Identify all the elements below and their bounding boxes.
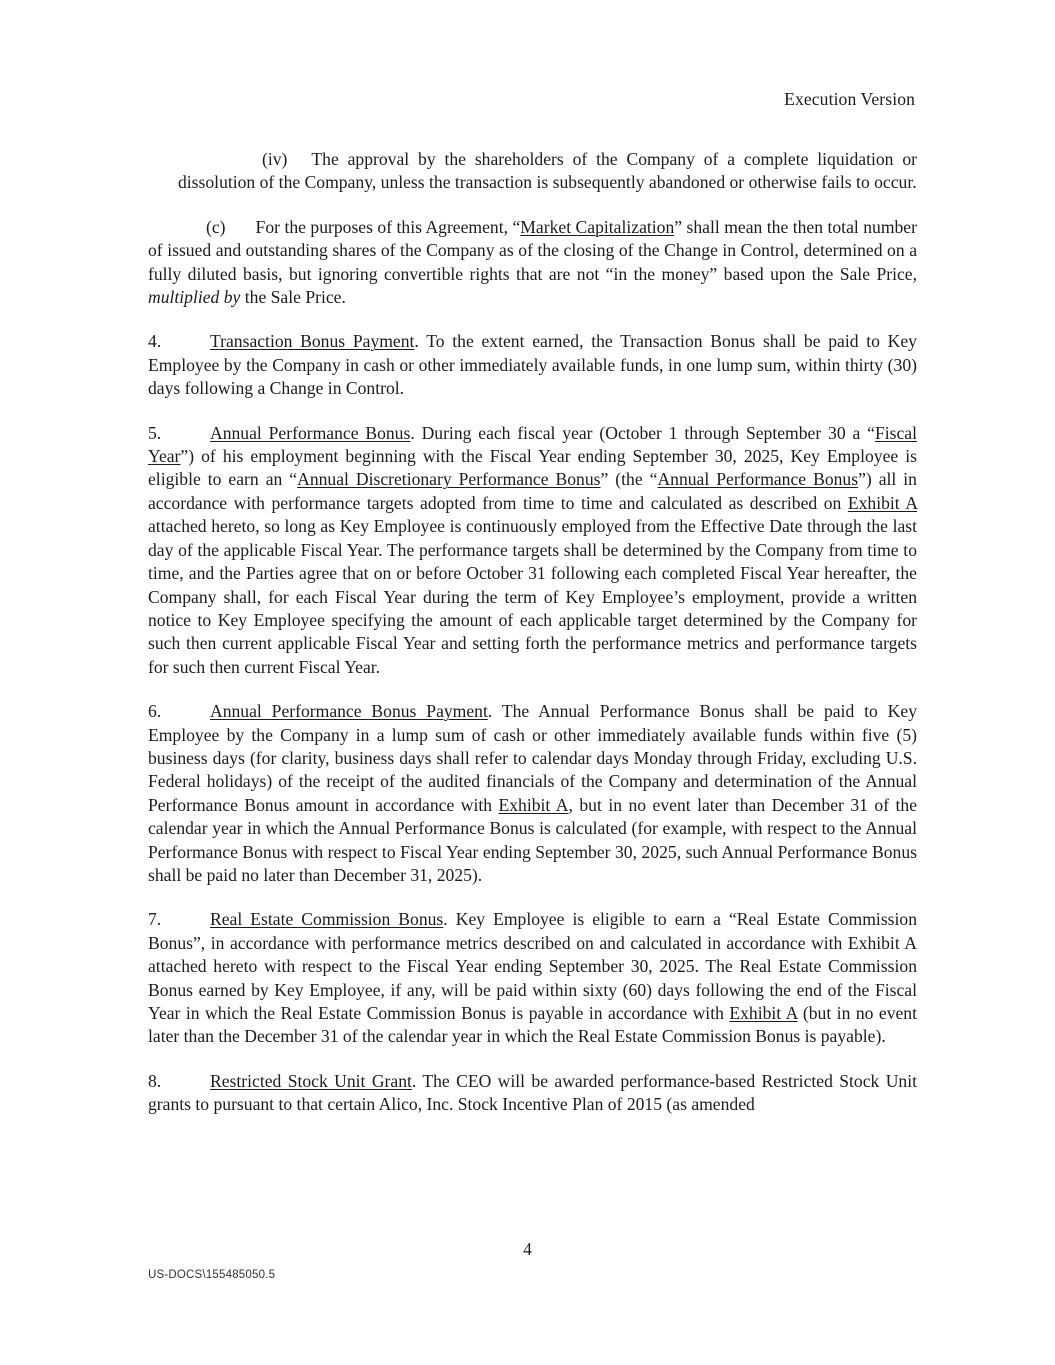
paragraph-c [148, 216, 917, 310]
section-5-number: 5. [148, 422, 162, 443]
document-body [148, 148, 917, 1138]
paragraph-c-label: (c) [206, 216, 226, 237]
section-5-text-1: . During each fiscal year (October 1 through September 30 a “ [410, 422, 875, 443]
section-4-number: 4. [148, 331, 162, 352]
section-5-text-3: ” (the “ [600, 469, 658, 490]
section-5-text-2: ”) of his employment beginning with the Fiscal Year ending September 30, 2025, Key Employee is eligible to earn an “ [148, 446, 917, 490]
page-number: 4 [523, 1239, 532, 1259]
section-7-heading: Real Estate Commission Bonus [210, 909, 444, 930]
annual-performance-bonus-term: Annual Performance Bonus [657, 469, 859, 490]
exhibit-a-reference[interactable]: Exhibit A [847, 492, 917, 513]
section-5-text-4: ”) all in accordance with performance targets adopted from time to time and calculated as described on [148, 469, 917, 513]
paragraph-iv [148, 148, 917, 195]
section-4-heading: Transaction Bonus Payment [210, 331, 415, 352]
section-5-text-5: attached hereto, so long as Key Employee is continuously employed from the Effective Date through the last day of the applicable Fiscal Year. The performance targets shall be determined by the Company from time to time, and the Parties agree that on or before October 31 following each completed Fiscal Year hereafter, the Company shall, for each Fiscal Year during the term of Key Employee’s employment, provide a written notice to Key Employee specifying the amount of each applicable target determined by the Company for such then current applicable Fiscal Year and setting forth the performance metrics and performance targets for such then current Fiscal Year. [148, 516, 917, 677]
section-5-heading: Annual Performance Bonus [210, 422, 411, 443]
paragraph-c-text-3: the Sale Price. [240, 287, 346, 308]
section-6-text-2: , but in no event later than December 31 of the calendar year in which the Annual Performance Bonus is calculated (for example, with respect to the Annual Performance Bonus with respect to Fiscal Year ending September 30, 2025, such Annual Performance Bonus shall be paid no later than December 31, 2025). [148, 794, 918, 885]
section-4-text: . To the extent earned, the Transaction Bonus shall be paid to Key Employee by the Company in cash or other immediately available funds, in one lump sum, within thirty (30) days following a Change in Control. [148, 331, 917, 399]
paragraph-c-text-1: For the purposes of this Agreement, “ [255, 216, 521, 237]
fiscal-year-term: Fiscal Year [148, 422, 917, 467]
section-7-text-1: . Key Employee is eligible to earn a “Real Estate Commission Bonus”, in accordance with performance metrics described on and calculated in accordance with Exhibit A attached hereto with respect to the Fiscal Year ending September 30, 2025. The Real Estate Commission Bonus earned by Key Employee, if any, will be paid within sixty (60) days following the end of the Fiscal Year in which the Real Estate Commission Bonus is payable in accordance with [148, 909, 917, 1023]
market-capitalization-term: Market Capitalization [520, 216, 675, 237]
section-6-heading: Annual Performance Bonus Payment [210, 701, 488, 722]
section-8-text: . The CEO will be awarded performance-based Restricted Stock Unit grants to pursuant to that certain Alico, Inc. Stock Incentive Plan of 2015 (as amended [148, 1070, 917, 1115]
section-8 [148, 1070, 917, 1117]
multiplied-by-emphasis: multiplied by [148, 287, 241, 308]
section-8-number: 8. [148, 1070, 162, 1091]
section-7-text-2: (but in no event later than the December 31 of the calendar year in which the Real Estate Commission Bonus is payable). [148, 1003, 917, 1047]
section-4 [148, 330, 917, 400]
header-version-label: Execution Version [784, 89, 915, 109]
annual-discretionary-performance-bonus-term: Annual Discretionary Performance Bonus [297, 469, 601, 490]
section-6 [148, 700, 917, 887]
section-7-number: 7. [148, 909, 162, 930]
paragraph-c-text-2: ” shall mean the then total number of issued and outstanding shares of the Company as of the closing of the Change in Control, determined on a fully diluted basis, but ignoring convertible rights that are not “in the money” based upon the Sale Price, [148, 216, 917, 284]
exhibit-a-reference[interactable]: Exhibit A [729, 1003, 798, 1023]
section-8-heading: Restricted Stock Unit Grant [210, 1070, 412, 1091]
section-6-text-1: . The Annual Performance Bonus shall be paid to Key Employee by the Company in a lump sum of cash or other immediately available funds within five (5) business days (for clarity, business days shall refer to calendar days Monday through Friday, excluding U.S. Federal holidays) of the receipt of the audited financials of the Company and determination of the Annual Performance Bonus amount in accordance with [148, 701, 917, 815]
section-7 [148, 908, 917, 1048]
document-id: US-DOCS\155485050.5 [148, 1269, 276, 1281]
section-6-number: 6. [148, 701, 162, 722]
exhibit-a-reference[interactable]: Exhibit A [498, 794, 569, 815]
paragraph-iv-text: The approval by the shareholders of the Company of a complete liquidation or dissolution of the Company, unless the transaction is subsequently abandoned or otherwise fails to occur. [178, 149, 917, 193]
paragraph-iv-label: (iv) [262, 149, 288, 169]
section-5 [148, 422, 917, 679]
